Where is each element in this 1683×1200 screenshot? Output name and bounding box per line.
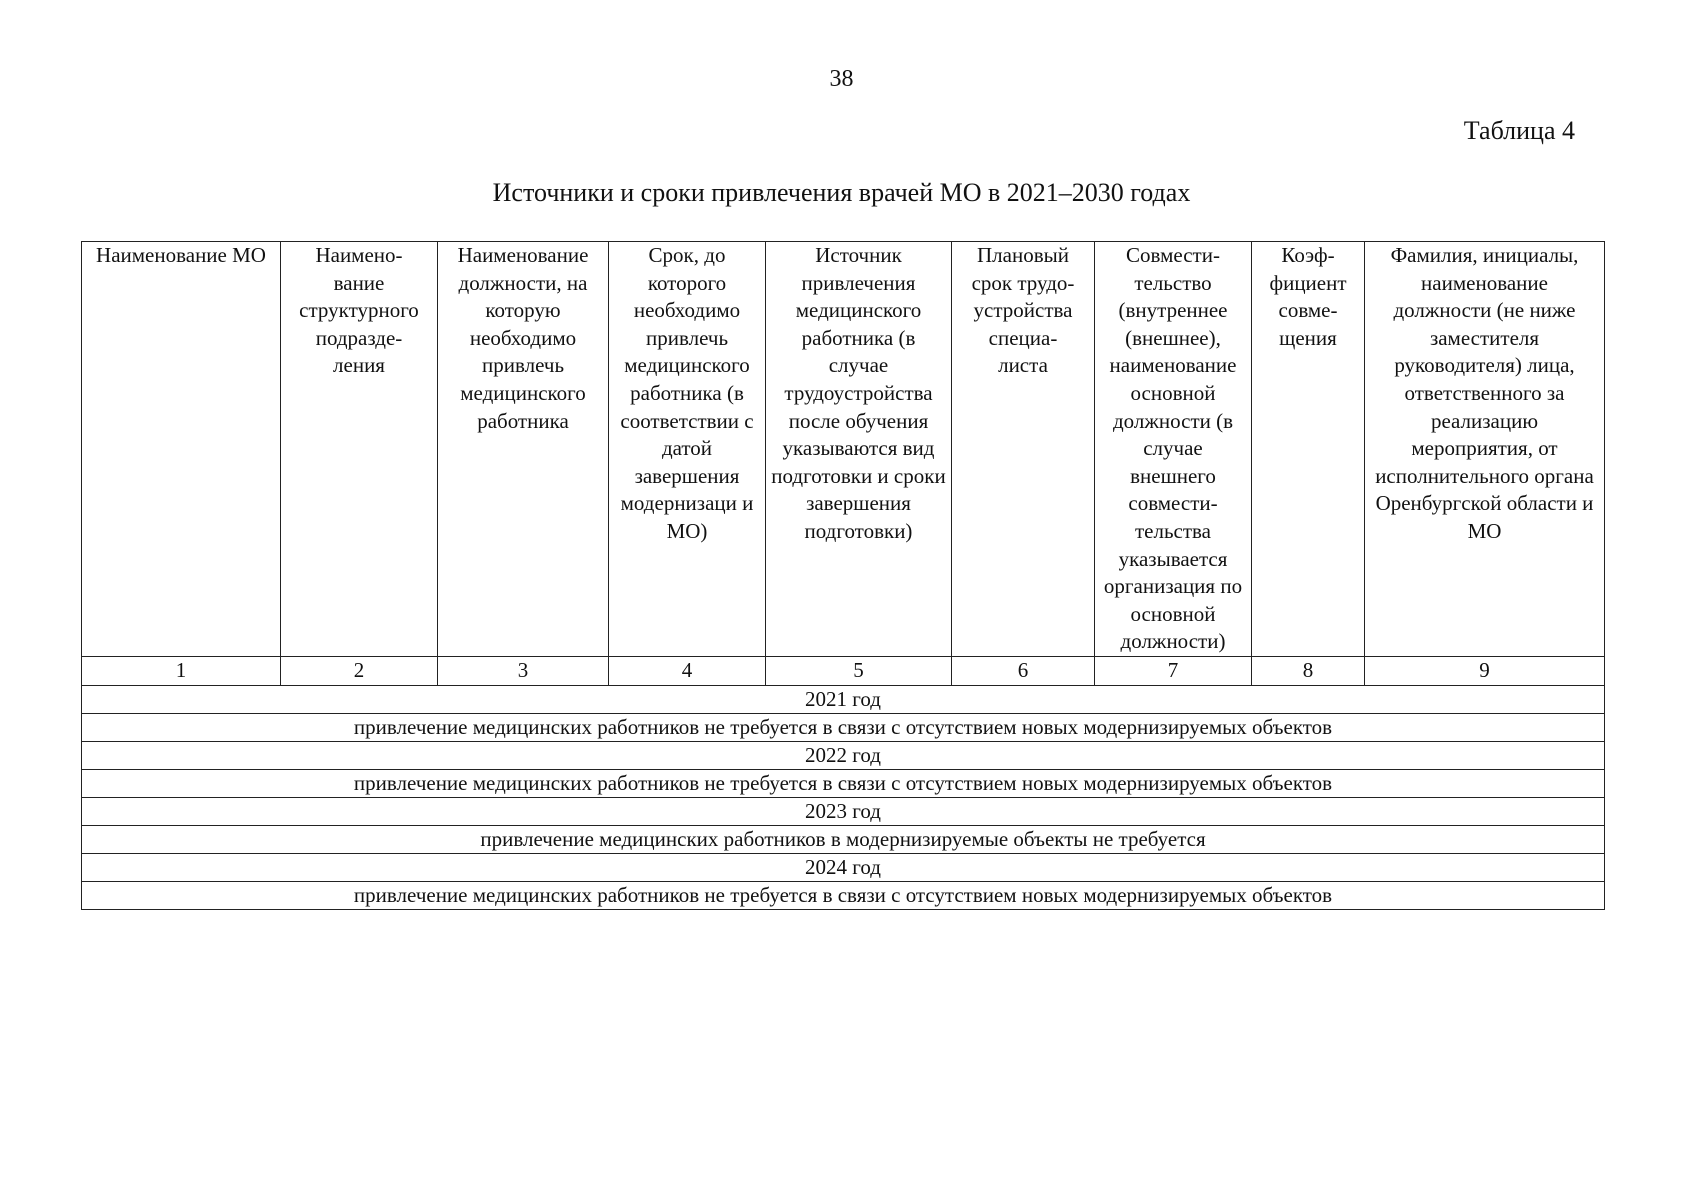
column-number: 4 xyxy=(609,657,766,686)
year-row xyxy=(82,742,1605,770)
header-text: Срок, до которого необходимо привлечь медицинского работника (в соответствии с датой завершения модернизаци и МО) xyxy=(620,243,754,543)
header-cell xyxy=(281,242,438,657)
note-row xyxy=(82,714,1605,742)
column-number: 2 xyxy=(281,657,438,686)
header-row xyxy=(82,242,1605,657)
header-cell xyxy=(609,242,766,657)
header-text: Плановый срок трудо-устройства специа-листа xyxy=(971,243,1075,378)
column-number: 7 xyxy=(1095,657,1252,686)
header-text: Коэф-фициент совме-щения xyxy=(1269,243,1347,350)
header-cell xyxy=(1252,242,1365,657)
column-number: 9 xyxy=(1365,657,1605,686)
header-cell xyxy=(766,242,952,657)
year-label: 2021 год xyxy=(82,686,1605,714)
page-number: 38 xyxy=(829,66,854,92)
column-number: 3 xyxy=(438,657,609,686)
header-text: Источник привлечения медицинского работника (в случае трудоустройства после обучения указываются вид подготовки и сроки завершения подготовки) xyxy=(771,243,946,543)
header-text: Наимено-вание структурного подразде-ления xyxy=(299,243,419,378)
year-label: 2023 год xyxy=(82,798,1605,826)
column-number: 1 xyxy=(82,657,281,686)
note-row xyxy=(82,826,1605,854)
year-note: привлечение медицинских работников не требуется в связи с отсутствием новых модернизируемых объектов xyxy=(82,770,1605,798)
column-number: 6 xyxy=(952,657,1095,686)
year-note: привлечение медицинских работников в модернизируемые объекты не требуется xyxy=(82,826,1605,854)
attraction-table xyxy=(81,241,1605,910)
year-row xyxy=(82,686,1605,714)
year-note: привлечение медицинских работников не требуется в связи с отсутствием новых модернизируемых объектов xyxy=(82,714,1605,742)
header-cell xyxy=(1365,242,1605,657)
header-cell xyxy=(952,242,1095,657)
table-label: Таблица 4 xyxy=(1463,116,1575,145)
header-text: Совмести-тельство (внутреннее (внешнее), наименование основной должности (в случае внешнего совмести-тельства указывается организация по основной должности) xyxy=(1103,243,1243,654)
column-number-row xyxy=(82,657,1605,686)
document-title: Источники и сроки привлечения врачей МО в 2021–2030 годах xyxy=(492,178,1191,207)
header-text: Фамилия, инициалы, наименование должности (не ниже заместителя руководителя) лица, ответственного за реализацию мероприятия, от исполнительного органа Оренбургской области и МО xyxy=(1375,243,1594,543)
year-row xyxy=(82,854,1605,882)
note-row xyxy=(82,770,1605,798)
year-label: 2022 год xyxy=(82,742,1605,770)
header-cell xyxy=(1095,242,1252,657)
header-cell xyxy=(82,242,281,657)
year-row xyxy=(82,798,1605,826)
header-cell xyxy=(438,242,609,657)
column-number: 5 xyxy=(766,657,952,686)
year-note: привлечение медицинских работников не требуется в связи с отсутствием новых модернизируемых объектов xyxy=(82,882,1605,910)
header-text: Наименование МО xyxy=(96,243,266,267)
year-label: 2024 год xyxy=(82,854,1605,882)
note-row xyxy=(82,882,1605,910)
header-text: Наименование должности, на которую необходимо привлечь медицинского работника xyxy=(457,243,589,433)
column-number: 8 xyxy=(1252,657,1365,686)
